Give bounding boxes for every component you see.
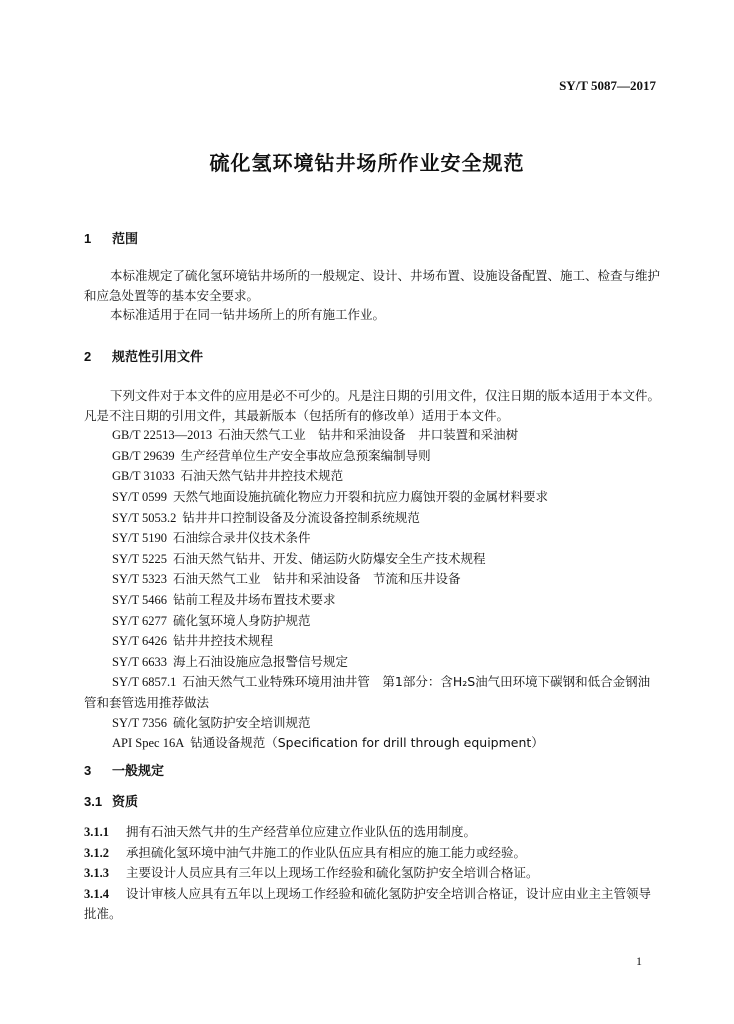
document-title: 硫化氢环境钻井场所作业安全规范 — [209, 151, 525, 175]
reference-item — [84, 446, 660, 467]
reference-item — [84, 631, 660, 652]
reference-title: 天然气地面设施抗硫化物应力开裂和抗应力腐蚀开裂的金属材料要求 — [173, 488, 549, 504]
reference-title: 海上石油设施应急报警信号规定 — [173, 653, 349, 669]
section-heading — [84, 229, 660, 250]
section-number: 3 — [84, 763, 92, 778]
clause-text: 主要设计人员应具有三年以上现场工作经验和硫化氢防护安全培训合格证。 — [126, 865, 539, 881]
clause — [84, 843, 660, 864]
reference-title: 石油综合录井仪技术条件 — [173, 530, 311, 546]
reference-item — [84, 713, 660, 734]
reference-item — [84, 425, 660, 446]
subsection-heading — [84, 792, 660, 813]
section-title: 一般规定 — [112, 764, 165, 779]
reference-title: 石油天然气工业 钻井和采油设备 井口装置和采油树 — [218, 427, 519, 443]
reference-code: SY/T 6426 — [112, 634, 167, 649]
subsection-title: 资质 — [112, 795, 139, 810]
paragraph: 下列文件对于本文件的应用是必不可少的。凡是注日期的引用文件，仅注日期的版本适用于本文件。凡是不注日期的引用文件，其最新版本（包括所有的修改单）适用于本文件。 — [84, 388, 661, 423]
clause-text: 设计审核人应具有五年以上现场工作经验和硫化氢防护安全培训合格证，设计应由业主主管领导批准。 — [84, 885, 652, 922]
reference-title: 钻通设备规范（Specification for drill through equipment） — [190, 735, 544, 751]
reference-code: SY/T 6857.1 — [112, 675, 177, 690]
reference-item — [84, 590, 660, 611]
reference-item — [84, 528, 660, 549]
reference-code: SY/T 5053.2 — [112, 510, 177, 525]
section-2 — [84, 347, 660, 368]
reference-item — [84, 652, 660, 673]
reference-code: GB/T 31033 — [112, 469, 175, 484]
clause-text: 承担硫化氢环境中油气井施工的作业队伍应具有相应的施工能力或经验。 — [126, 844, 527, 860]
subsection-number: 3.1 — [84, 794, 103, 809]
paragraph: 本标准适用于在同一钻井场所上的所有施工作业。 — [110, 307, 386, 323]
reference-code: SY/T 5323 — [112, 572, 167, 587]
reference-code: SY/T 7356 — [112, 715, 167, 730]
reference-item — [84, 487, 660, 508]
reference-list — [84, 425, 660, 754]
reference-item — [84, 611, 660, 632]
reference-title: 石油天然气工业 钻井和采油设备 节流和压井设备 — [173, 571, 461, 587]
clause-text: 拥有石油天然气井的生产经营单位应建立作业队伍的选用制度。 — [126, 824, 477, 839]
reference-item — [84, 733, 660, 754]
reference-code: SY/T 6277 — [112, 613, 167, 628]
reference-code: SY/T 6633 — [112, 654, 167, 669]
reference-code: SY/T 5190 — [112, 531, 167, 546]
section-2-body — [84, 386, 660, 754]
reference-title: 钻井井控技术规程 — [173, 633, 274, 649]
section-1 — [84, 229, 660, 250]
clause-number: 3.1.2 — [84, 845, 109, 860]
clause-list — [84, 822, 660, 924]
clause-number: 3.1.4 — [84, 886, 109, 901]
section-heading — [84, 761, 660, 782]
reference-code: API Spec 16A — [112, 736, 185, 751]
reference-title: 生产经营单位生产安全事故应急预案编制导则 — [180, 447, 431, 463]
section-title: 范围 — [112, 232, 139, 247]
section-1-body — [84, 266, 660, 325]
clause — [84, 822, 660, 843]
reference-title: 石油天然气钻井、开发、储运防火防爆安全生产技术规程 — [173, 550, 486, 566]
reference-item — [84, 672, 660, 712]
reference-item — [84, 508, 660, 529]
section-heading — [84, 347, 660, 368]
reference-item — [84, 569, 660, 590]
clause-number: 3.1.1 — [84, 825, 109, 839]
subsection-3-1 — [84, 792, 660, 813]
section-number: 2 — [84, 349, 92, 364]
clause — [84, 863, 660, 884]
reference-code: GB/T 22513—2013 — [112, 428, 213, 443]
reference-title: 钻井井口控制设备及分流设备控制系统规范 — [182, 509, 420, 525]
clause-number: 3.1.3 — [84, 866, 109, 881]
reference-code: SY/T 5466 — [112, 592, 167, 607]
reference-code: SY/T 0599 — [112, 489, 167, 504]
section-title: 规范性引用文件 — [112, 350, 204, 365]
page-number: 1 — [636, 954, 642, 968]
section-3 — [84, 761, 660, 782]
reference-item — [84, 466, 660, 487]
reference-title: 硫化氢防护安全培训规范 — [173, 714, 311, 730]
reference-title: 石油天然气工业特殊环境用油井管 第1部分：含H₂S油气田环境下碳钢和低合金钢油管和套管选用推荐做法 — [84, 674, 651, 710]
clause — [84, 884, 660, 924]
reference-title: 石油天然气钻井井控技术规范 — [180, 468, 344, 484]
paragraph: 本标准规定了硫化氢环境钻井场所的一般规定、设计、井场布置、设施设备配置、施工、检查与维护和应急处置等的基本安全要求。 — [84, 268, 661, 303]
reference-title: 硫化氢环境人身防护规范 — [173, 612, 311, 628]
reference-code: SY/T 5225 — [112, 551, 167, 566]
standard-code: SY/T 5087—2017 — [559, 78, 656, 93]
reference-code: GB/T 29639 — [112, 448, 175, 463]
reference-item — [84, 549, 660, 570]
reference-title: 钻前工程及井场布置技术要求 — [173, 591, 336, 607]
section-number: 1 — [84, 231, 92, 246]
